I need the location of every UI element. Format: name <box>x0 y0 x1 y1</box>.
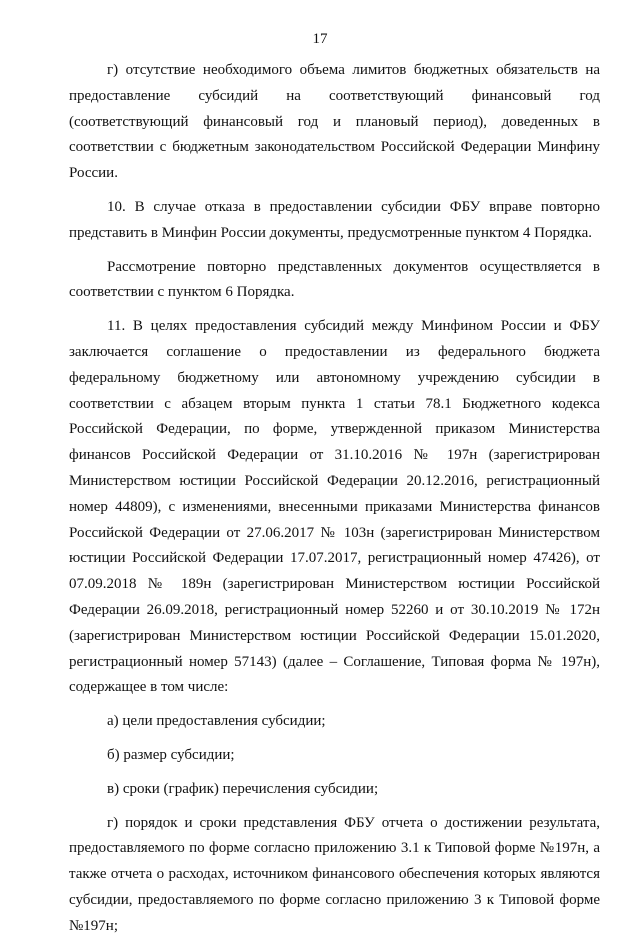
paragraph-spacer <box>69 735 600 743</box>
paragraph-spacer <box>69 187 600 195</box>
document-body <box>69 58 600 940</box>
paragraph-10-refusal: 10. В случае отказа в предоставлении субсидии ФБУ вправе повторно представить в Минфин России документы, предусмотренные пунктом 4 Порядка. <box>69 198 600 241</box>
list-item-g-reporting: г) порядок и сроки представления ФБУ отчета о достижении результата, предоставляемого по форме согласно приложению 3.1 к Типовой форме №197н, а также отчета о расходах, источником финансового обеспечения которых являются субсидии, предоставляемого по форме согласно приложению 3 к Типовой форме №197н; <box>69 814 600 934</box>
paragraph-spacer <box>69 803 600 811</box>
list-item-v-schedule: в) сроки (график) перечисления субсидии; <box>107 780 379 797</box>
list-item-a-goals: а) цели предоставления субсидии; <box>107 713 326 730</box>
paragraph-11-agreement: 11. В целях предоставления субсидий между Минфином России и ФБУ заключается соглашение о предоставлении из федерального бюджета федеральному бюджетному или автономному учреждению субсидии в соответствии с абзацем вторым пункта 1 статьи 78.1 Бюджетного кодекса Российской Федерации, по форме, утвержденной приказом Министерства финансов Российской Федерации от 31.10.2016 № 197н (зарегистрирован Министерством юстиции Российской Федерации 20.12.2016, регистрационный номер 44809), с изменениями, внесенными приказами Министерства финансов Российской Федерации от 27.06.2017 № 103н (зарегистрирован Министерством юстиции Российской Федерации 17.07.2017, регистрационный номер 47426), от 07.09.2018 № 189н (зарегистрирован Министерством юстиции Российской Федерации 26.09.2018, регистрационный номер 52260 и от 30.10.2019 № 172н (зарегистрирован Министерством юстиции Российской Федерации 15.01.2020, регистрационный номер 57143) (далее – Соглашение, Типовая форма № 197н), содержащее в том числе: <box>69 318 600 696</box>
paragraph-spacer <box>69 701 600 709</box>
paragraph-review: Рассмотрение повторно представленных документов осуществляется в соответствии с пунктом 6 Порядка. <box>69 258 600 301</box>
paragraph-spacer <box>69 247 600 255</box>
paragraph-spacer <box>69 769 600 777</box>
paragraph-item-g-budget-limits: г) отсутствие необходимого объема лимитов бюджетных обязательств на предоставление субсидий на соответствующий финансовый год (соответствующий финансовый год и плановый период), доведенных в соответствии с бюджетным законодательством Российской Федерации Минфину России. <box>69 62 600 182</box>
paragraph-spacer <box>69 306 600 314</box>
list-item-b-amount: б) размер субсидии; <box>107 746 235 763</box>
page-number: 17 <box>312 31 328 47</box>
